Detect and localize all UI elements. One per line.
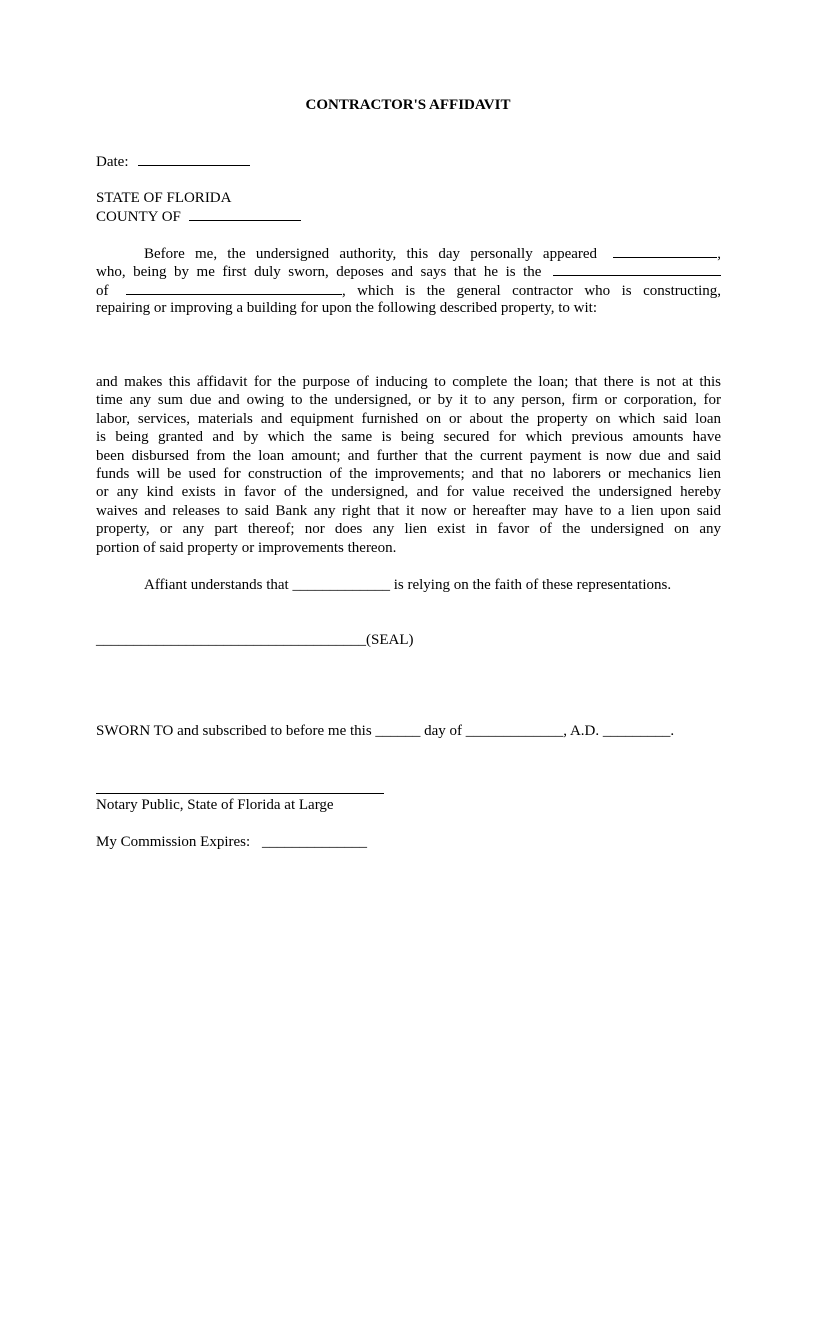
para1-line-4: repairing or improving a building for upon the following described property, to wit:: [96, 300, 598, 317]
date-label: Date:: [96, 154, 129, 170]
para2-line: been disbursed from the loan amount; and further that the current payment is now due and said: [96, 447, 721, 464]
notary-signature-rule: [96, 793, 384, 794]
para2-line: waives and releases to said Bank any right that it now or hereafter may have to a lien upon said: [96, 502, 721, 519]
para2-line: is being granted and by which the same is being secured for which previous amounts have: [96, 429, 721, 446]
para2-line: property, or any part thereof; nor does any lien exist in favor of the undersigned on any: [96, 521, 721, 538]
state-line: STATE OF FLORIDA: [96, 190, 232, 206]
seal-signature-line: ____________________________________(SEAL): [96, 632, 414, 648]
date-blank: [138, 152, 250, 166]
para2-line: funds will be used for construction of the improvements; and that no laborers or mechanics lien: [96, 465, 721, 482]
county-row: [96, 207, 301, 226]
para2-line: or any kind exists in favor of the undersigned, and for value received the undersigned hereby: [96, 484, 721, 501]
para1-line-1: Before me, the undersigned authority, this day personally appeared ,: [144, 246, 722, 262]
appeared-blank: [613, 244, 717, 258]
county-label: COUNTY OF: [96, 209, 181, 225]
para2-line: and makes this affidavit for the purpose of inducing to complete the loan; that there is not at this: [96, 374, 721, 390]
commission-blank: ______________: [261, 834, 367, 850]
commission-row: [96, 833, 367, 851]
paragraph-appearance: [96, 244, 721, 318]
paragraph-reliance: Affiant understands that _____________ is relying on the faith of these representations.: [144, 577, 672, 593]
para1-line-2: who, being by me first duly sworn, deposes and says that he is the: [96, 262, 721, 280]
para2-line: labor, services, materials and equipment furnished on or about the property on which said loan: [96, 410, 721, 427]
company-blank: [126, 281, 342, 295]
paragraph-affidavit-body: [96, 373, 721, 557]
para2-line: time any sum due and owing to the undersigned, or by it to any person, firm or corporation, for: [96, 392, 721, 409]
notary-label: Notary Public, State of Florida at Large: [96, 797, 334, 813]
para2-line: portion of said property or improvements thereon.: [96, 539, 397, 556]
document-title: CONTRACTOR'S AFFIDAVIT: [305, 97, 511, 113]
commission-label: My Commission Expires:: [96, 834, 251, 850]
para1-line-3: of , which is the general contractor who is constructing,: [96, 282, 721, 299]
title-blank: [553, 262, 721, 276]
sworn-statement: SWORN TO and subscribed to before me this ______ day of _____________, A.D. _________.: [96, 723, 675, 739]
date-row: [96, 152, 250, 171]
lender-blank: _____________: [292, 577, 390, 593]
county-blank: [189, 207, 301, 221]
